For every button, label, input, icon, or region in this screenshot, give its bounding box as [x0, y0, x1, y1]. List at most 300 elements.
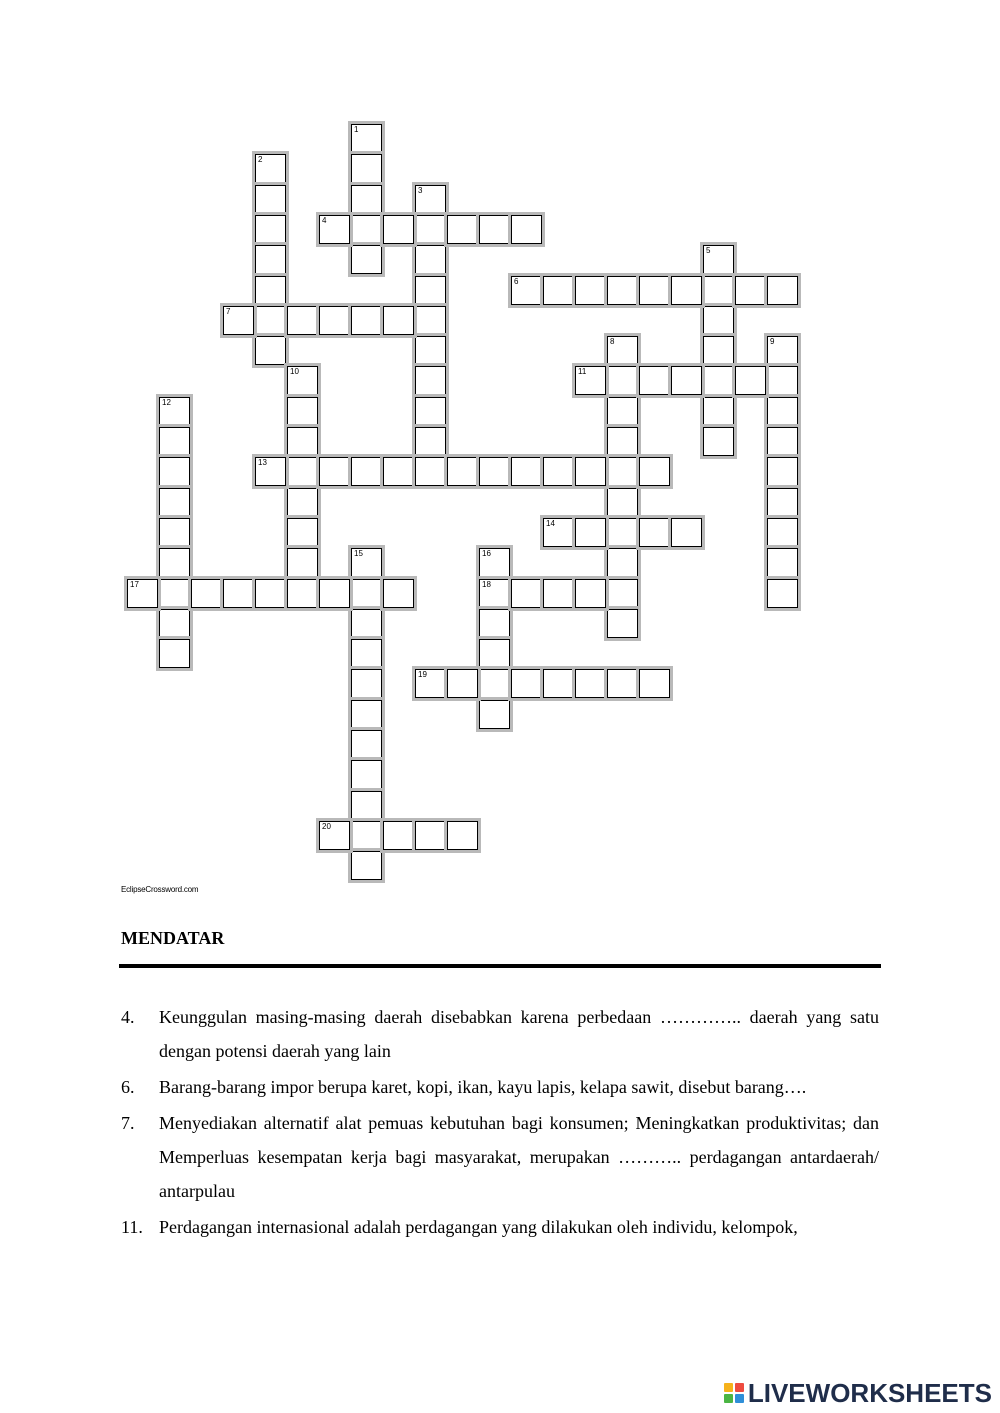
crossword-cell[interactable] — [287, 306, 318, 335]
cell-letter-input[interactable] — [480, 640, 509, 667]
crossword-cell[interactable] — [415, 397, 446, 426]
crossword-cell[interactable] — [575, 579, 606, 608]
cell-letter-input[interactable] — [352, 610, 381, 637]
crossword-cell[interactable] — [415, 215, 446, 244]
clue-number: 6. — [121, 1077, 135, 1097]
cell-letter-input[interactable] — [256, 216, 285, 243]
crossword-cell[interactable] — [319, 821, 350, 850]
cell-letter-input[interactable] — [288, 489, 317, 516]
crossword-cell[interactable] — [255, 457, 286, 486]
crossword-cell[interactable] — [447, 215, 478, 244]
cell-letter-input[interactable] — [608, 458, 637, 485]
crossword-cell[interactable] — [383, 821, 414, 850]
crossword-cell[interactable] — [287, 518, 318, 547]
cell-letter-input[interactable] — [512, 277, 541, 304]
crossword-cell[interactable] — [479, 457, 510, 486]
crossword-cell[interactable] — [319, 457, 350, 486]
crossword-cell[interactable] — [191, 579, 222, 608]
cell-letter-input[interactable] — [352, 670, 381, 697]
cell-letter-input[interactable] — [640, 670, 669, 697]
cell-letter-input[interactable] — [672, 519, 701, 546]
crossword-cell[interactable] — [607, 548, 638, 577]
crossword-cell[interactable] — [351, 760, 382, 789]
clue-number-label: 15 — [354, 549, 363, 559]
crossword-cell[interactable] — [767, 366, 798, 395]
cell-letter-input[interactable] — [768, 549, 797, 576]
cell-letter-input[interactable] — [416, 670, 445, 697]
cell-letter-input[interactable] — [416, 307, 445, 334]
cell-letter-input[interactable] — [608, 398, 637, 425]
cell-letter-input[interactable] — [416, 428, 445, 455]
cell-letter-input[interactable] — [160, 610, 189, 637]
crossword-cell[interactable] — [287, 548, 318, 577]
cell-letter-input[interactable] — [448, 458, 477, 485]
cell-letter-input[interactable] — [288, 428, 317, 455]
crossword-cell[interactable] — [575, 518, 606, 547]
crossword-cell[interactable] — [575, 366, 606, 395]
cell-letter-input[interactable] — [576, 519, 605, 546]
clue-number-label: 3 — [418, 185, 423, 195]
cell-letter-input[interactable] — [160, 519, 189, 546]
crossword-cell[interactable] — [479, 639, 510, 668]
cell-letter-input[interactable] — [608, 428, 637, 455]
crossword-credit: EclipseCrossword.com — [121, 885, 199, 894]
crossword-cell[interactable] — [543, 579, 574, 608]
crossword-cell[interactable] — [703, 245, 734, 274]
cell-letter-input[interactable] — [512, 670, 541, 697]
crossword-cell[interactable] — [767, 548, 798, 577]
clue-number-label: 8 — [610, 337, 615, 347]
clue-item — [121, 1210, 879, 1244]
crossword-cell[interactable] — [639, 669, 670, 698]
crossword-cell[interactable] — [351, 609, 382, 638]
crossword-cell[interactable] — [735, 366, 766, 395]
crossword-cell[interactable] — [575, 669, 606, 698]
cell-letter-input[interactable] — [576, 670, 605, 697]
crossword-cell[interactable] — [767, 276, 798, 305]
cell-letter-input[interactable] — [288, 519, 317, 546]
cell-letter-input[interactable] — [160, 428, 189, 455]
clue-list — [121, 1000, 879, 1246]
cell-letter-input[interactable] — [768, 277, 797, 304]
cell-letter-input[interactable] — [544, 277, 573, 304]
clue-number-label: 14 — [546, 518, 555, 528]
cell-letter-input[interactable] — [288, 458, 317, 485]
crossword-cell[interactable] — [671, 276, 702, 305]
crossword-cell[interactable] — [287, 427, 318, 456]
cell-letter-input[interactable] — [160, 458, 189, 485]
crossword-cell[interactable] — [351, 851, 382, 880]
crossword-cell[interactable] — [319, 306, 350, 335]
crossword-cell[interactable] — [351, 791, 382, 820]
cell-letter-input[interactable] — [608, 580, 637, 607]
crossword-cell[interactable] — [255, 306, 286, 335]
crossword-cell[interactable] — [607, 579, 638, 608]
crossword-cell[interactable] — [703, 306, 734, 335]
cell-letter-input[interactable] — [640, 367, 669, 394]
cell-letter-input[interactable] — [352, 549, 381, 576]
cell-letter-input[interactable] — [768, 489, 797, 516]
cell-letter-input[interactable] — [416, 246, 445, 273]
crossword-cell[interactable] — [607, 336, 638, 365]
clue-number-label: 1 — [354, 125, 359, 134]
crossword-cell[interactable] — [415, 457, 446, 486]
cell-letter-input[interactable] — [352, 852, 381, 879]
cell-letter-input[interactable] — [416, 216, 445, 243]
cell-letter-input[interactable] — [704, 337, 733, 364]
cell-letter-input[interactable] — [768, 337, 797, 364]
crossword-cell[interactable] — [607, 397, 638, 426]
cell-letter-input[interactable] — [480, 458, 509, 485]
crossword-cell[interactable] — [671, 366, 702, 395]
crossword-cell[interactable] — [159, 427, 190, 456]
cell-letter-input[interactable] — [288, 307, 317, 334]
cell-letter-input[interactable] — [192, 580, 221, 607]
crossword-cell[interactable] — [639, 276, 670, 305]
cell-letter-input[interactable] — [384, 216, 413, 243]
cell-letter-input[interactable] — [672, 367, 701, 394]
crossword-cell[interactable] — [319, 215, 350, 244]
cell-letter-input[interactable] — [480, 670, 509, 697]
cell-letter-input[interactable] — [352, 731, 381, 758]
crossword-cell[interactable] — [767, 457, 798, 486]
cell-letter-input[interactable] — [448, 670, 477, 697]
cell-letter-input[interactable] — [768, 367, 797, 394]
cell-letter-input[interactable] — [480, 216, 509, 243]
crossword-cell[interactable] — [767, 397, 798, 426]
crossword-cell[interactable] — [479, 609, 510, 638]
crossword-cell[interactable] — [479, 700, 510, 729]
cell-letter-input[interactable] — [768, 580, 797, 607]
clue-number-label: 17 — [130, 579, 139, 589]
cell-letter-input[interactable] — [384, 458, 413, 485]
crossword-cell[interactable] — [479, 579, 510, 608]
crossword-cell[interactable] — [415, 185, 446, 214]
crossword-cell[interactable] — [703, 336, 734, 365]
cell-letter-input[interactable] — [512, 580, 541, 607]
crossword-cell[interactable] — [287, 457, 318, 486]
crossword-cell[interactable] — [223, 306, 254, 335]
crossword-cell[interactable] — [351, 821, 382, 850]
crossword-cell[interactable] — [255, 276, 286, 305]
crossword-cell[interactable] — [383, 215, 414, 244]
crossword-cell[interactable] — [255, 185, 286, 214]
cell-letter-input[interactable] — [352, 822, 381, 849]
crossword-cell[interactable] — [767, 579, 798, 608]
cell-letter-input[interactable] — [160, 398, 189, 425]
cell-letter-input[interactable] — [320, 822, 349, 849]
cell-letter-input[interactable] — [544, 458, 573, 485]
crossword-cell[interactable] — [351, 306, 382, 335]
crossword-cell[interactable] — [703, 366, 734, 395]
crossword-cell[interactable] — [159, 397, 190, 426]
crossword-cell[interactable] — [639, 518, 670, 547]
crossword-cell[interactable] — [607, 609, 638, 638]
crossword-cell[interactable] — [447, 457, 478, 486]
crossword-cell[interactable] — [159, 488, 190, 517]
cell-letter-input[interactable] — [704, 246, 733, 273]
cell-letter-input[interactable] — [448, 216, 477, 243]
clue-number-label: 11 — [578, 367, 587, 377]
cell-letter-input[interactable] — [768, 458, 797, 485]
clue-number-label: 10 — [290, 367, 299, 377]
cell-letter-input[interactable] — [352, 458, 381, 485]
cell-letter-input[interactable] — [256, 307, 285, 334]
crossword-cell[interactable] — [479, 669, 510, 698]
crossword-cell[interactable] — [415, 366, 446, 395]
cell-letter-input[interactable] — [352, 761, 381, 788]
crossword-cell[interactable] — [351, 245, 382, 274]
cell-letter-input[interactable] — [416, 367, 445, 394]
crossword-cell[interactable] — [159, 609, 190, 638]
cell-letter-input[interactable] — [704, 367, 733, 394]
clue-text: Barang-barang impor berupa karet, kopi, ikan, kayu lapis, kelapa sawit, disebut barang…. — [159, 1077, 807, 1097]
crossword-cell[interactable] — [703, 427, 734, 456]
cell-letter-input[interactable] — [768, 519, 797, 546]
crossword-cell[interactable] — [351, 700, 382, 729]
cell-letter-input[interactable] — [416, 822, 445, 849]
clue-item — [121, 1106, 879, 1208]
cell-letter-input[interactable] — [480, 549, 509, 576]
cell-letter-input[interactable] — [352, 186, 381, 213]
crossword-cell[interactable] — [607, 276, 638, 305]
cell-letter-input[interactable] — [128, 580, 157, 607]
cell-letter-input[interactable] — [544, 670, 573, 697]
crossword-cell[interactable] — [319, 579, 350, 608]
crossword-cell[interactable] — [159, 579, 190, 608]
crossword-cell[interactable] — [607, 366, 638, 395]
crossword-cell[interactable] — [607, 427, 638, 456]
heading-divider — [119, 964, 881, 968]
crossword-cell[interactable] — [511, 669, 542, 698]
cell-letter-input[interactable] — [288, 549, 317, 576]
cell-letter-input[interactable] — [640, 277, 669, 304]
crossword-cell[interactable] — [383, 306, 414, 335]
crossword-cell[interactable] — [767, 427, 798, 456]
cell-letter-input[interactable] — [704, 307, 733, 334]
crossword-cell[interactable] — [351, 185, 382, 214]
cell-letter-input[interactable] — [512, 458, 541, 485]
cell-letter-input[interactable] — [416, 398, 445, 425]
cell-letter-input[interactable] — [160, 580, 189, 607]
clue-number-label: 9 — [770, 337, 775, 347]
crossword-cell[interactable] — [415, 427, 446, 456]
cell-letter-input[interactable] — [608, 489, 637, 516]
crossword-cell[interactable] — [511, 276, 542, 305]
cell-letter-input[interactable] — [480, 610, 509, 637]
cell-letter-input[interactable] — [608, 337, 637, 364]
crossword-cell[interactable] — [703, 397, 734, 426]
cell-letter-input[interactable] — [256, 337, 285, 364]
cell-letter-input[interactable] — [352, 246, 381, 273]
crossword-cell[interactable] — [575, 276, 606, 305]
crossword-cell[interactable] — [415, 306, 446, 335]
cell-letter-input[interactable] — [544, 519, 573, 546]
cell-letter-input[interactable] — [384, 307, 413, 334]
cell-letter-input[interactable] — [320, 307, 349, 334]
crossword-cell[interactable] — [639, 457, 670, 486]
logo-mark-icon — [724, 1383, 744, 1403]
crossword-cell[interactable] — [351, 215, 382, 244]
crossword-cell[interactable] — [607, 518, 638, 547]
cell-letter-input[interactable] — [320, 580, 349, 607]
cell-letter-input[interactable] — [608, 367, 637, 394]
cell-letter-input[interactable] — [288, 367, 317, 394]
crossword-cell[interactable] — [415, 245, 446, 274]
crossword-cell[interactable] — [287, 488, 318, 517]
cell-letter-input[interactable] — [704, 398, 733, 425]
crossword-cell[interactable] — [351, 579, 382, 608]
crossword-cell[interactable] — [351, 457, 382, 486]
crossword-cell[interactable] — [415, 336, 446, 365]
liveworksheets-logo — [724, 1378, 992, 1408]
cell-letter-input[interactable] — [416, 458, 445, 485]
cell-letter-input[interactable] — [352, 701, 381, 728]
crossword-cell[interactable] — [543, 276, 574, 305]
cell-letter-input[interactable] — [640, 458, 669, 485]
crossword-cell[interactable] — [351, 669, 382, 698]
crossword-cell[interactable] — [383, 579, 414, 608]
cell-letter-input[interactable] — [160, 549, 189, 576]
cell-letter-input[interactable] — [576, 458, 605, 485]
cell-letter-input[interactable] — [352, 792, 381, 819]
crossword-cell[interactable] — [159, 639, 190, 668]
crossword-cell[interactable] — [351, 548, 382, 577]
cell-letter-input[interactable] — [608, 277, 637, 304]
crossword-cell[interactable] — [767, 488, 798, 517]
crossword-cell[interactable] — [415, 669, 446, 698]
crossword-cell[interactable] — [735, 276, 766, 305]
crossword-cell[interactable] — [159, 457, 190, 486]
crossword-cell[interactable] — [287, 397, 318, 426]
crossword-cell[interactable] — [511, 215, 542, 244]
cell-letter-input[interactable] — [256, 155, 285, 182]
crossword-cell[interactable] — [255, 154, 286, 183]
cell-letter-input[interactable] — [256, 246, 285, 273]
cell-letter-input[interactable] — [256, 580, 285, 607]
cell-letter-input[interactable] — [480, 580, 509, 607]
cell-letter-input[interactable] — [416, 277, 445, 304]
clue-number-label: 2 — [258, 155, 263, 165]
cell-letter-input[interactable] — [608, 670, 637, 697]
cell-letter-input[interactable] — [672, 277, 701, 304]
crossword-cell[interactable] — [639, 366, 670, 395]
crossword-cell[interactable] — [543, 669, 574, 698]
crossword-cell[interactable] — [351, 124, 382, 153]
crossword-cell[interactable] — [543, 457, 574, 486]
cell-letter-input[interactable] — [224, 580, 253, 607]
crossword-cell[interactable] — [767, 336, 798, 365]
cell-letter-input[interactable] — [608, 519, 637, 546]
cell-letter-input[interactable] — [320, 458, 349, 485]
crossword-cell[interactable] — [383, 457, 414, 486]
cell-letter-input[interactable] — [320, 216, 349, 243]
crossword-cell[interactable] — [351, 639, 382, 668]
cell-letter-input[interactable] — [608, 549, 637, 576]
crossword-cell[interactable] — [223, 579, 254, 608]
crossword-cell[interactable] — [351, 730, 382, 759]
crossword-cell[interactable] — [479, 215, 510, 244]
crossword-cell[interactable] — [607, 669, 638, 698]
cell-letter-input[interactable] — [352, 155, 381, 182]
cell-letter-input[interactable] — [512, 216, 541, 243]
cell-letter-input[interactable] — [416, 186, 445, 213]
cell-letter-input[interactable] — [352, 640, 381, 667]
cell-letter-input[interactable] — [576, 277, 605, 304]
cell-letter-input[interactable] — [736, 367, 765, 394]
cell-letter-input[interactable] — [256, 458, 285, 485]
cell-letter-input[interactable] — [384, 580, 413, 607]
cell-letter-input[interactable] — [160, 640, 189, 667]
cell-letter-input[interactable] — [736, 277, 765, 304]
cell-letter-input[interactable] — [768, 428, 797, 455]
cell-letter-input[interactable] — [256, 277, 285, 304]
cell-letter-input[interactable] — [576, 367, 605, 394]
cell-letter-input[interactable] — [288, 398, 317, 425]
crossword-cell[interactable] — [255, 215, 286, 244]
clue-number-label: 6 — [514, 276, 519, 286]
cell-letter-input[interactable] — [704, 428, 733, 455]
crossword-cell[interactable] — [607, 488, 638, 517]
cell-letter-input[interactable] — [480, 701, 509, 728]
cell-letter-input[interactable] — [416, 337, 445, 364]
crossword-cell[interactable] — [127, 579, 158, 608]
clue-number-label: 20 — [322, 821, 331, 831]
cell-letter-input[interactable] — [384, 822, 413, 849]
crossword-cell[interactable] — [415, 276, 446, 305]
crossword-cell[interactable] — [255, 579, 286, 608]
clue-item — [121, 1000, 879, 1068]
crossword-cell[interactable] — [767, 518, 798, 547]
cell-letter-input[interactable] — [768, 398, 797, 425]
crossword-cell[interactable] — [415, 821, 446, 850]
crossword-cell[interactable] — [287, 579, 318, 608]
crossword-cell[interactable] — [607, 457, 638, 486]
clue-number-label: 12 — [162, 397, 171, 407]
crossword-cell[interactable] — [255, 245, 286, 274]
crossword-cell[interactable] — [511, 579, 542, 608]
cell-letter-input[interactable] — [576, 580, 605, 607]
crossword-cell[interactable] — [255, 336, 286, 365]
cell-letter-input[interactable] — [352, 125, 381, 152]
crossword-cell[interactable] — [447, 669, 478, 698]
crossword-cell[interactable] — [575, 457, 606, 486]
cell-letter-input[interactable] — [256, 186, 285, 213]
crossword-cell[interactable] — [159, 548, 190, 577]
crossword-cell[interactable] — [543, 518, 574, 547]
crossword-cell[interactable] — [511, 457, 542, 486]
crossword-cell[interactable] — [671, 518, 702, 547]
crossword-cell[interactable] — [447, 821, 478, 850]
cell-letter-input[interactable] — [352, 580, 381, 607]
cell-letter-input[interactable] — [608, 610, 637, 637]
crossword-cell[interactable] — [287, 366, 318, 395]
cell-letter-input[interactable] — [160, 489, 189, 516]
cell-letter-input[interactable] — [288, 580, 317, 607]
crossword-cell[interactable] — [351, 154, 382, 183]
crossword-cell[interactable] — [479, 548, 510, 577]
cell-letter-input[interactable] — [640, 519, 669, 546]
crossword-cell[interactable] — [703, 276, 734, 305]
cell-letter-input[interactable] — [544, 580, 573, 607]
cell-letter-input[interactable] — [352, 307, 381, 334]
cell-letter-input[interactable] — [352, 216, 381, 243]
cell-letter-input[interactable] — [448, 822, 477, 849]
cell-letter-input[interactable] — [704, 277, 733, 304]
crossword-cell[interactable] — [159, 518, 190, 547]
clue-number-label: 7 — [226, 306, 231, 316]
cell-letter-input[interactable] — [224, 307, 253, 334]
